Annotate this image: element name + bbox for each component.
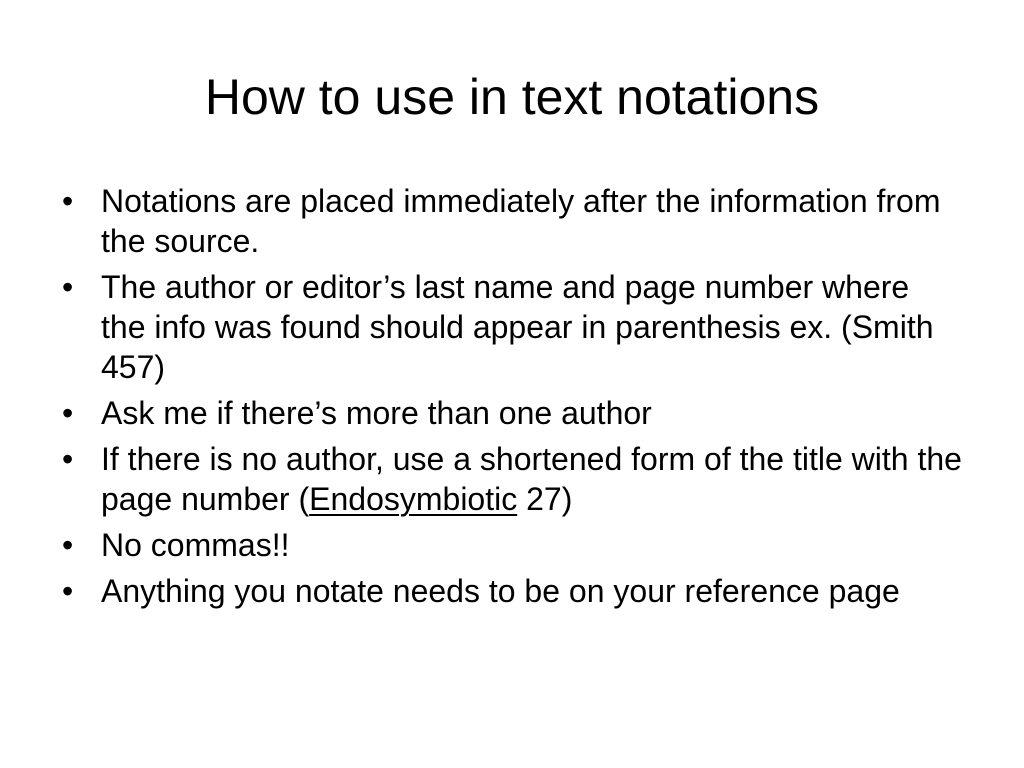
underlined-title-example: Endosymbiotic (309, 481, 518, 517)
slide-title: How to use in text notations (204, 69, 820, 125)
bullet-item-no-author (62, 439, 962, 519)
bullet-icon: • (62, 395, 74, 431)
bullet-text: Anything you notate needs to be on your reference page (101, 573, 900, 609)
bullet-item-reference-page (62, 571, 962, 611)
bullet-icon: • (62, 527, 74, 563)
bullet-text-before: If there is no author, use a shortened form of the title with the page number ( (101, 441, 962, 517)
bullet-text-after: 27) (517, 481, 573, 517)
bullet-text: No commas!! (101, 527, 290, 563)
bullet-icon: • (62, 269, 74, 305)
bullet-icon: • (62, 441, 74, 477)
bullet-icon: • (62, 183, 74, 219)
bullet-text: The author or editor’s last name and page number where the info was found should appear in parenthesis ex. (Smith 457) (101, 269, 934, 385)
bullet-item-no-commas (62, 525, 962, 565)
bullet-text (101, 441, 962, 517)
bullet-list (62, 181, 962, 617)
bullet-text: Notations are placed immediately after the information from the source. (101, 183, 941, 259)
bullet-icon: • (62, 573, 74, 609)
bullet-text: Ask me if there’s more than one author (101, 395, 652, 431)
bullet-item-author-page (62, 267, 962, 387)
bullet-item-multiple-authors (62, 393, 962, 433)
bullet-item-placement (62, 181, 962, 261)
